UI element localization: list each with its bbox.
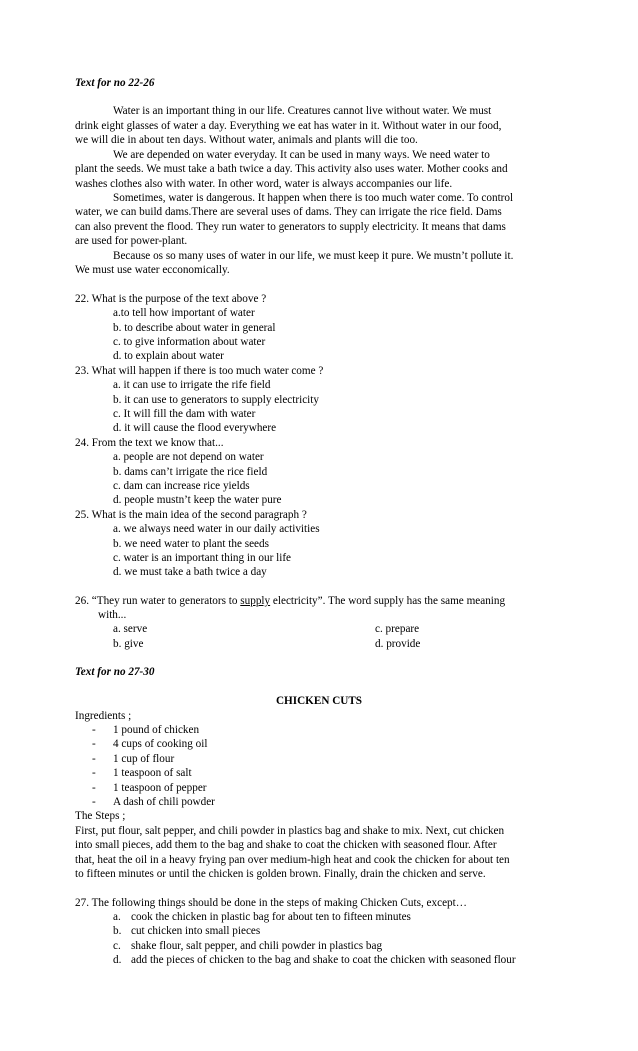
text-heading-22-26: Text for no 22-26 <box>75 77 155 89</box>
paragraph-line: We must use water ecconomically. <box>75 264 230 276</box>
paragraph-line: water, we can build dams.There are several uses of dams. They can irrigate the rice field. Dams <box>75 206 502 218</box>
bullet-dash: - <box>92 738 96 750</box>
question-option[interactable]: cook the chicken in plastic bag for about ten to fifteen minutes <box>131 911 411 923</box>
paragraph-line: are used for power-plant. <box>75 235 188 247</box>
bullet-dash: - <box>92 796 96 808</box>
question-option[interactable]: c. water is an important thing in our life <box>113 552 292 564</box>
question-option[interactable]: b. to describe about water in general <box>113 322 276 334</box>
question-option[interactable]: d. provide <box>375 638 421 650</box>
q26-after: electricity”. The word supply has the same meaning <box>270 595 506 607</box>
question-stem-continuation: with... <box>98 609 127 621</box>
bullet-dash: - <box>92 753 96 765</box>
question-stem: 24. From the text we know that... <box>75 437 224 449</box>
question-option[interactable]: c. dam can increase rice yields <box>113 480 250 492</box>
steps-label: The Steps ; <box>75 810 126 822</box>
paragraph-line: drink eight glasses of water a day. Everything we eat has water in it. Without water in our food, <box>75 120 502 132</box>
question-option[interactable]: a.to tell how important of water <box>113 307 255 319</box>
question-option[interactable]: a. people are not depend on water <box>113 451 264 463</box>
q26-before: 26. “They run water to generators to <box>75 595 241 607</box>
question-stem: 23. What will happen if there is too much water come ? <box>75 365 324 377</box>
question-stem <box>75 594 505 608</box>
question-option[interactable]: a. serve <box>113 623 148 635</box>
ingredient-item: 1 pound of chicken <box>113 724 200 736</box>
paragraph-line: washes clothes also with water. In other word, water is always accompanies our life. <box>75 178 453 190</box>
bullet-dash: - <box>92 724 96 736</box>
paragraph-line: can also prevent the flood. They run water to generators to supply electricity. It means that dams <box>75 221 506 233</box>
ingredient-item: 1 cup of flour <box>113 753 175 765</box>
question-stem: 22. What is the purpose of the text above ? <box>75 293 267 305</box>
option-letter: d. <box>113 954 122 966</box>
question-option[interactable]: b. it can use to generators to supply electricity <box>113 394 319 406</box>
question-option[interactable]: d. to explain about water <box>113 350 224 362</box>
paragraph-line: Sometimes, water is dangerous. It happen when there is too much water come. To control <box>113 192 514 204</box>
question-option[interactable]: a. we always need water in our daily activities <box>113 523 320 535</box>
question-option[interactable]: d. we must take a bath twice a day <box>113 566 267 578</box>
question-option[interactable]: add the pieces of chicken to the bag and shake to coat the chicken with seasoned flour <box>131 954 516 966</box>
question-option[interactable]: b. give <box>113 638 144 650</box>
steps-line: First, put flour, salt pepper, and chili powder in plastics bag and shake to mix. Next, cut chicken <box>75 825 505 837</box>
bullet-dash: - <box>92 782 96 794</box>
question-stem: 25. What is the main idea of the second paragraph ? <box>75 509 307 521</box>
question-option[interactable]: d. people mustn’t keep the water pure <box>113 494 282 506</box>
option-letter: a. <box>113 911 121 923</box>
steps-line: into small pieces, add them to the bag and shake to coat the chicken with seasoned flour. After <box>75 839 497 851</box>
ingredient-item: A dash of chili powder <box>113 796 215 808</box>
steps-line: that, heat the oil in a heavy frying pan over medium-high heat and cook the chicken for about ten <box>75 854 510 866</box>
text-heading-27-30: Text for no 27-30 <box>75 666 155 678</box>
bullet-dash: - <box>92 767 96 779</box>
question-option[interactable]: cut chicken into small pieces <box>131 925 261 937</box>
ingredient-item: 1 teaspoon of pepper <box>113 782 207 794</box>
question-option[interactable]: shake flour, salt pepper, and chili powder in plastics bag <box>131 940 383 952</box>
paragraph-line: we will die in about ten days. Without water, animals and plants will die too. <box>75 134 418 146</box>
question-option[interactable]: a. it can use to irrigate the rife field <box>113 379 271 391</box>
question-option[interactable]: d. it will cause the flood everywhere <box>113 422 277 434</box>
paragraph-line: plant the seeds. We must take a bath twice a day. This activity also uses water. Mother cooks and <box>75 163 508 175</box>
question-option[interactable]: b. dams can’t irrigate the rice field <box>113 466 268 478</box>
paragraph-line: Water is an important thing in our life. Creatures cannot live without water. We must <box>113 105 492 117</box>
recipe-title: CHICKEN CUTS <box>275 695 363 707</box>
question-option[interactable]: c. prepare <box>375 623 420 635</box>
ingredients-label: Ingredients ; <box>75 710 132 722</box>
q26-underlined-word: supply <box>240 595 271 607</box>
question-option[interactable]: c. to give information about water <box>113 336 266 348</box>
question-option[interactable]: b. we need water to plant the seeds <box>113 538 269 550</box>
option-letter: b. <box>113 925 122 937</box>
steps-line: to fifteen minutes or until the chicken is golden brown. Finally, drain the chicken and serve. <box>75 868 486 880</box>
option-letter: c. <box>113 940 121 952</box>
ingredient-item: 1 teaspoon of salt <box>113 767 192 779</box>
question-stem: 27. The following things should be done in the steps of making Chicken Cuts, except… <box>75 897 467 909</box>
paragraph-line: Because os so many uses of water in our life, we must keep it pure. We mustn’t pollute it. <box>113 250 514 262</box>
paragraph-line: We are depended on water everyday. It can be used in many ways. We need water to <box>113 149 490 161</box>
ingredient-item: 4 cups of cooking oil <box>113 738 208 750</box>
question-option[interactable]: c. It will fill the dam with water <box>113 408 256 420</box>
